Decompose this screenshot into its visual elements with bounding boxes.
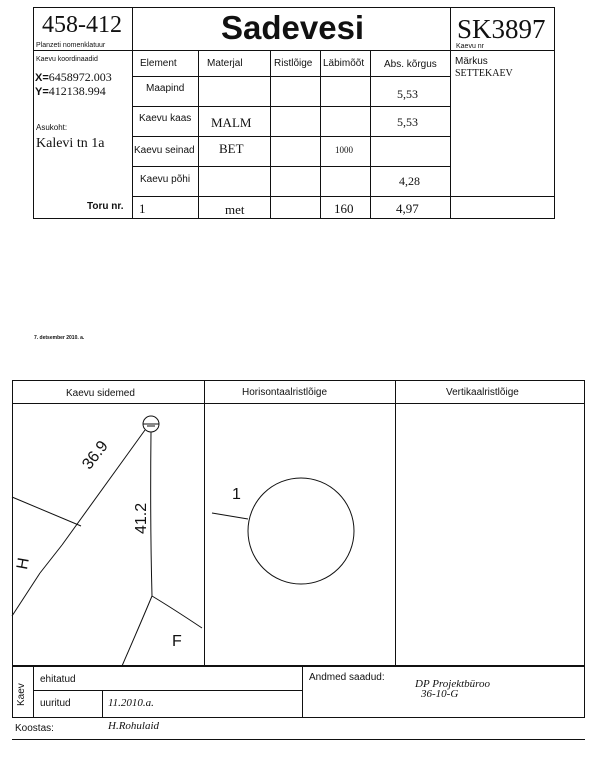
th-height: Abs. kõrgus: [384, 59, 437, 70]
pipe-number: 1: [139, 201, 146, 216]
dim-label-a: 36.9: [79, 437, 112, 473]
well-number: SK3897: [457, 14, 546, 44]
row-material: BET: [219, 141, 244, 156]
date-text: 7. detsember 2010. a.: [34, 335, 85, 341]
source-label: Andmed saadud:: [309, 672, 385, 683]
kaev-label: Kaev: [16, 683, 27, 706]
author-value: H.Rohulaid: [108, 720, 160, 732]
row-element: Maapind: [146, 83, 185, 94]
footer-frame: [12, 666, 585, 718]
th-section: Ristlõige: [274, 58, 313, 69]
pipe-label: Toru nr.: [87, 201, 124, 212]
pipe-height: 4,97: [396, 201, 419, 216]
th-remarks: Märkus: [455, 56, 488, 67]
parcel-label-h: H: [14, 556, 33, 571]
row-element: Kaevu kaas: [139, 113, 192, 124]
parcel-label-f: F: [172, 633, 182, 650]
coord-x-value: 6458972.003: [48, 70, 112, 84]
footer-kaev-divider: [33, 666, 34, 718]
nomenclature-value: 458-412: [42, 12, 122, 38]
th-material: Materjal: [207, 58, 243, 69]
coord-y-label: Y=: [35, 86, 49, 98]
coord-x-label: X=: [35, 72, 49, 84]
panel-title-vertical: Vertikaalristlõige: [446, 387, 519, 398]
built-label: ehitatud: [40, 674, 76, 685]
footer-bottom-line: [12, 739, 585, 740]
footer-row-line: [33, 690, 302, 691]
well-number-label: Kaevu nr: [456, 43, 485, 50]
coords-label: Kaevu koordinaadid: [36, 56, 98, 63]
dim-label-b: 41.2: [133, 502, 150, 534]
th-element: Element: [140, 58, 177, 69]
location-label: Asukoht:: [36, 123, 68, 132]
row-height: 4,28: [399, 174, 420, 188]
location-value: Kalevi tn 1a: [36, 136, 105, 151]
coord-y-value: 412138.994: [48, 84, 106, 98]
remarks-value: SETTEKAEV: [455, 68, 513, 79]
surveyed-label: uuritud: [40, 698, 71, 709]
row-material: MALM: [211, 115, 252, 130]
author-label: Koostas:: [15, 723, 54, 734]
row-element: Kaevu seinad: [134, 145, 195, 156]
pipe-diameter: 160: [334, 201, 354, 216]
row-element: Kaevu põhi: [140, 174, 191, 185]
row-diameter: 1000: [335, 145, 353, 155]
th-diameter: Läbimõõt: [323, 58, 365, 69]
pipe-material: met: [225, 202, 245, 217]
row-height: 5,53: [397, 87, 418, 101]
row-height: 5,53: [397, 115, 418, 129]
panel-title-connections: Kaevu sidemed: [66, 388, 135, 399]
panel-title-horizontal: Horisontaalristlõige: [242, 387, 328, 398]
source-line1: DP Projektbüroo: [415, 678, 491, 690]
footer-mid-divider: [302, 666, 303, 718]
pipe-mark: 1: [232, 486, 241, 503]
surveyed-value: 11.2010.a.: [108, 697, 154, 709]
source-line2: 36-10-G: [421, 688, 459, 700]
nomenclature-label: Planzeti nomenklatuur: [36, 42, 106, 49]
page-title: Sadevesi: [221, 9, 365, 46]
footer-label-divider: [102, 690, 103, 718]
